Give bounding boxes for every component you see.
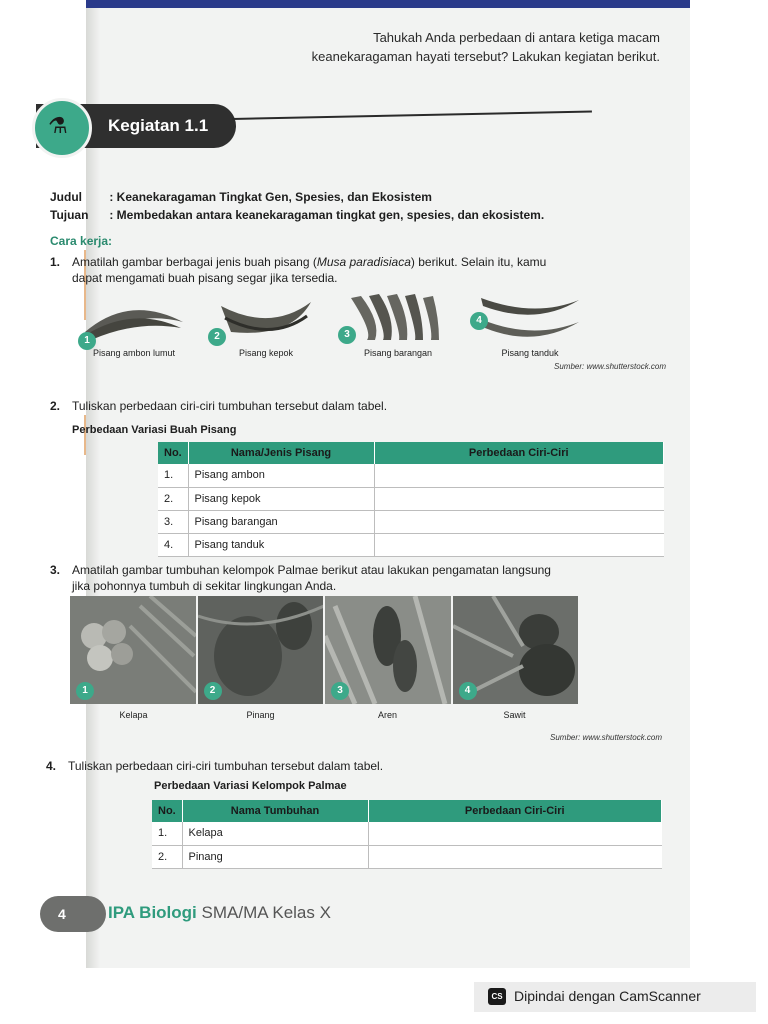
figure-number-badge: 1 [76, 682, 94, 700]
step-4-text: Tuliskan perbedaan ciri-ciri tumbuhan tersebut dalam tabel. [68, 759, 384, 773]
palm-captions [70, 710, 578, 720]
banana-caption: Pisang kepok [238, 348, 294, 358]
banana-ambon-image [79, 292, 189, 344]
table-cell-name: Pisang tanduk [188, 533, 374, 556]
banana-figure [468, 292, 592, 358]
step-2 [50, 398, 590, 414]
table-cell-traits[interactable] [368, 845, 662, 868]
microscope-icon: ⚗ [48, 113, 68, 138]
table-cell-name: Pinang [182, 845, 368, 868]
book-subject: IPA Biologi [108, 903, 197, 922]
palm-caption: Aren [377, 710, 397, 720]
intro-line-2: keanekaragaman hayati tersebut? Lakukan kegiatan berikut. [311, 49, 660, 64]
figure-number-badge: 4 [459, 682, 477, 700]
table-cell-no: 1. [158, 464, 188, 487]
table-cell-name: Pisang barangan [188, 510, 374, 533]
palm-photo-kelapa [70, 596, 196, 704]
step-1-text-b: ) berikut. Selain itu, kamu [410, 255, 547, 269]
step-1-text-a: Amatilah gambar berbagai jenis buah pisang ( [72, 255, 317, 269]
page-number-pill [40, 896, 106, 932]
judul-label: Judul [50, 190, 82, 204]
banana-figures [72, 292, 592, 358]
palm-photo-pinang [198, 596, 324, 704]
book-title [108, 903, 331, 923]
step-4-number: 4. [46, 759, 57, 773]
figure-number-badge: 1 [78, 332, 96, 350]
step-1 [50, 254, 590, 286]
table-header-row [158, 442, 664, 464]
table-row [152, 845, 662, 868]
intro-text [180, 28, 660, 66]
page-number: 4 [58, 906, 66, 922]
page-top-edge [86, 0, 690, 8]
figure-number-badge: 3 [331, 682, 349, 700]
table-header-no: No. [152, 800, 182, 822]
banana-table [158, 442, 664, 557]
table-row [158, 487, 664, 510]
palm-caption: Pinang [246, 710, 275, 720]
table-cell-no: 1. [152, 822, 182, 845]
step-1-scientific-name: Musa paradisiaca [316, 255, 411, 269]
table-cell-no: 3. [158, 510, 188, 533]
table-2-caption: Perbedaan Variasi Kelompok Palmae [154, 780, 347, 792]
figure-number-badge: 4 [470, 312, 488, 330]
banana-barangan-image [343, 292, 453, 344]
palm-photos [70, 596, 578, 704]
banana-figure [72, 292, 196, 358]
cara-kerja-heading: Cara kerja: [50, 234, 113, 248]
step-3-text-c: jika pohonnya tumbuh di sekitar lingkungan Anda. [72, 579, 337, 593]
intro-line-1: Tahukah Anda perbedaan di antara ketiga macam [373, 30, 660, 45]
judul-value: : Keanekaragaman Tingkat Gen, Spesies, dan Ekosistem [109, 190, 432, 204]
table-cell-no: 4. [158, 533, 188, 556]
table-cell-traits[interactable] [368, 822, 662, 845]
table-cell-name: Pisang kepok [188, 487, 374, 510]
judul-row [50, 190, 432, 204]
table-1-caption: Perbedaan Variasi Buah Pisang [72, 424, 237, 436]
step-3 [50, 562, 610, 594]
table-header-name: Nama/Jenis Pisang [188, 442, 374, 464]
table-row [152, 822, 662, 845]
tujuan-row [50, 208, 544, 222]
table-row [158, 533, 664, 556]
banana-kepok-image [211, 292, 321, 344]
banana-caption: Pisang ambon lumut [92, 348, 176, 358]
palm-photo-sawit [453, 596, 579, 704]
camscanner-text: Dipindai dengan CamScanner [514, 988, 701, 1004]
step-3-number: 3. [50, 563, 61, 577]
page-shade [86, 8, 100, 968]
banana-tanduk-image [475, 292, 585, 344]
table-header-row [152, 800, 662, 822]
camscanner-logo-icon: CS [488, 988, 506, 1005]
palmae-table [152, 800, 662, 869]
table-row [158, 464, 664, 487]
step-4 [46, 758, 586, 774]
banana-caption: Pisang barangan [363, 348, 433, 358]
table-cell-name: Pisang ambon [188, 464, 374, 487]
banana-source: Sumber: www.shutterstock.com [554, 362, 667, 371]
table-header-traits: Perbedaan Ciri-Ciri [368, 800, 662, 822]
table-header-no: No. [158, 442, 188, 464]
tujuan-value: : Membedakan antara keanekaragaman tingkat gen, spesies, dan ekosistem. [109, 208, 545, 222]
table-cell-no: 2. [158, 487, 188, 510]
table-header-name: Nama Tumbuhan [182, 800, 368, 822]
table-row [158, 510, 664, 533]
table-cell-traits[interactable] [374, 510, 664, 533]
step-1-number: 1. [50, 255, 61, 269]
palm-caption: Sawit [503, 710, 526, 720]
tujuan-label: Tujuan [50, 208, 89, 222]
book-level: SMA/MA Kelas X [201, 903, 331, 922]
palm-source: Sumber: www.shutterstock.com [550, 733, 663, 742]
step-2-number: 2. [50, 399, 61, 413]
table-cell-name: Kelapa [182, 822, 368, 845]
table-header-traits: Perbedaan Ciri-Ciri [374, 442, 664, 464]
table-cell-no: 2. [152, 845, 182, 868]
palm-caption: Kelapa [119, 710, 148, 720]
kegiatan-title: Kegiatan 1.1 [108, 116, 209, 135]
banana-caption: Pisang tanduk [501, 348, 559, 358]
palm-photo-aren [325, 596, 451, 704]
figure-number-badge: 2 [208, 328, 226, 346]
banana-figure [204, 292, 328, 358]
table-cell-traits[interactable] [374, 487, 664, 510]
table-cell-traits[interactable] [374, 533, 664, 556]
figure-number-badge: 3 [338, 326, 356, 344]
figure-number-badge: 2 [204, 682, 222, 700]
step-3-text: Amatilah gambar tumbuhan kelompok Palmae berikut atau lakukan pengamatan langsung [72, 563, 551, 577]
table-cell-traits[interactable] [374, 464, 664, 487]
banana-figure [336, 292, 460, 358]
step-1-text-c: dapat mengamati buah pisang segar jika tersedia. [72, 271, 338, 285]
step-2-text: Tuliskan perbedaan ciri-ciri tumbuhan tersebut dalam tabel. [72, 399, 388, 413]
